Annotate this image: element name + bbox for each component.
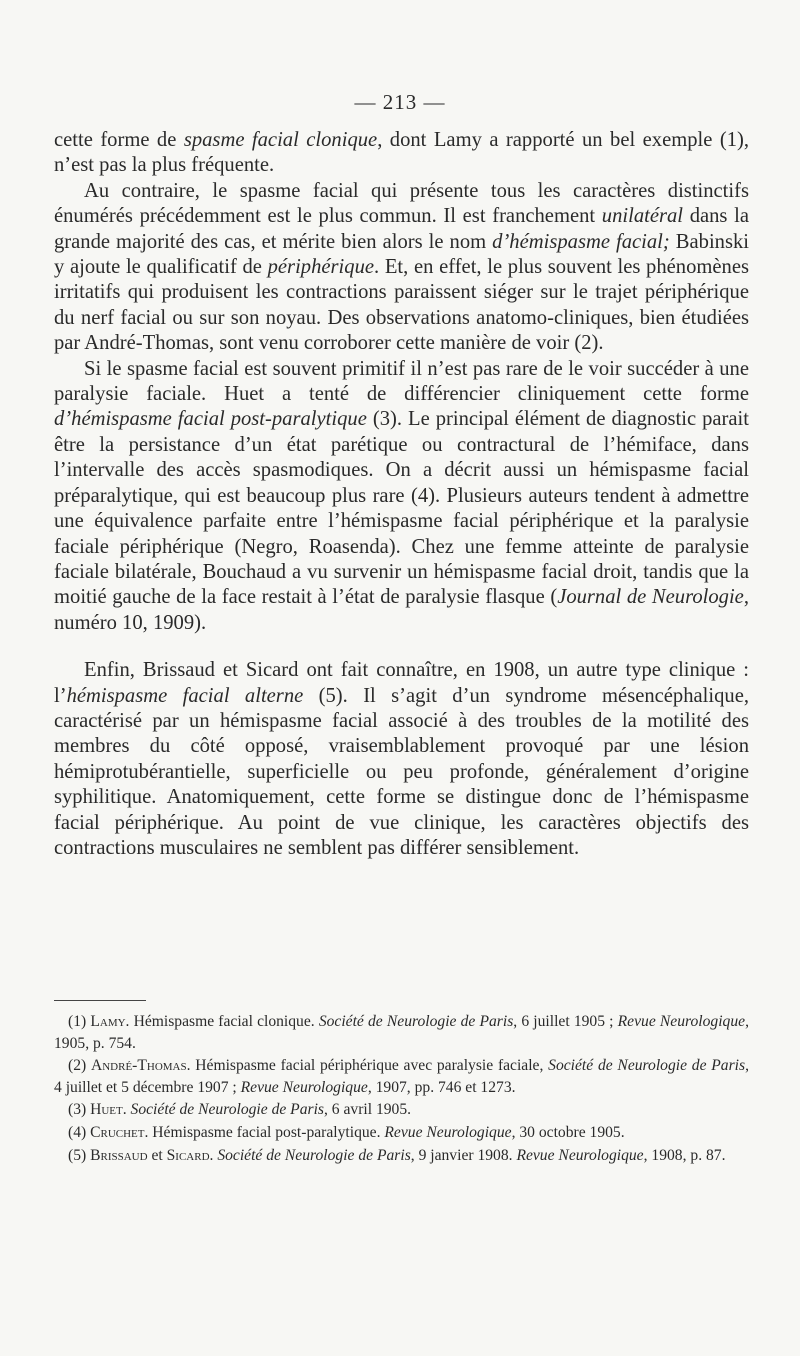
text-run: (2) xyxy=(68,1057,91,1075)
paragraph xyxy=(54,128,749,179)
text-run: (5) xyxy=(68,1146,91,1164)
text-run: et xyxy=(147,1146,167,1164)
italic-text: Société de Neurologie de Paris xyxy=(130,1101,324,1119)
italic-text: Revue Neurologique xyxy=(240,1078,368,1096)
italic-text: Journal de Neurologie xyxy=(557,586,744,609)
author-name: Lamy xyxy=(90,1013,126,1030)
text-run: Au contraire, le spasme facial qui présente tous les caractères distinctifs énumérés précédemment est le plus commun. Il est franchement xyxy=(54,179,749,228)
text-run: (3) xyxy=(68,1101,91,1119)
footnotes xyxy=(54,1011,749,1167)
page-number: — 213 — xyxy=(354,90,446,114)
text-run: Enfin, Brissaud et Sicard ont fait connaître, en 1908, un autre type clinique : l’ xyxy=(54,659,749,707)
italic-text: spasme facial clonique xyxy=(183,129,378,151)
text-run: . Hémispasme facial clonique. xyxy=(125,1013,319,1030)
text-run: (1) xyxy=(68,1013,91,1030)
author-name: Cruchet xyxy=(90,1123,145,1141)
italic-text: Revue Neurologique xyxy=(384,1123,512,1141)
text-run: , 4 juillet et 5 décembre 1907 ; xyxy=(54,1057,749,1096)
footnote xyxy=(54,1011,749,1054)
author-name: Brissaud xyxy=(90,1146,148,1164)
text-run: , 1907, pp. 746 et 1273. xyxy=(367,1078,516,1096)
text-run: . Hémispasme facial périphérique avec paralysie faciale, xyxy=(186,1057,549,1075)
italic-text: Société de Neurologie de Paris xyxy=(217,1146,411,1164)
text-run: (5). Il s’agit d’un syndrome mésencéphalique, caractérisé par un hémispasme facial associé à des troubles de la motilité des membres du côté opposé, vraisemblablement provoqué par une lésion hémiprotubérantielle, superficielle ou peu profonde, généralement d’origine syphilitique. Anatomiquement, cette forme se distingue donc de l’hémispasme facial périphérique. Au point de vue clinique, les caractères objectifs des contractions musculaires ne semblent pas différer sensiblement. xyxy=(54,684,749,859)
italic-text: Revue Neurologique xyxy=(516,1146,644,1164)
paragraph xyxy=(54,179,749,357)
italic-text: d’hémispasme facial; xyxy=(492,230,670,253)
text-run: . xyxy=(122,1101,131,1119)
italic-text: Société de Neurologie de Paris xyxy=(548,1057,746,1075)
italic-text: d’hémispasme facial post-paralytique xyxy=(54,408,367,431)
text-run: , 1908, p. 87. xyxy=(643,1146,726,1164)
text-run: (4) xyxy=(68,1123,91,1141)
author-name: Huet xyxy=(90,1101,123,1119)
text-run: dans la grande majorité des cas, et mérite bien alors le nom xyxy=(54,205,749,253)
text-run: . xyxy=(209,1146,218,1164)
text-run: Si le spasme facial est souvent primitif il n’est pas rare de le voir succéder à une paralysie faciale. Huet a tenté de différencier cliniquement cette forme xyxy=(54,357,749,406)
text-run: , 1905, p. 754. xyxy=(54,1013,749,1052)
text-run: . Et, en effet, le plus souvent les phénomènes irritatifs qui produisent les contractions paraissent siéger sur le trajet périphérique du nerf facial ou sur son noyau. Des observations anatomo-cliniques, bien étudiées par André-Thomas, sont venu corroborer cette manière de voir (2). xyxy=(54,256,749,355)
paragraph xyxy=(54,658,749,861)
footnote xyxy=(54,1145,749,1167)
footnote xyxy=(54,1055,749,1098)
text-run: . Hémispasme facial post-paralytique. xyxy=(144,1123,385,1141)
text-run: Babinski y ajoute le qualificatif de xyxy=(54,230,750,279)
body-text xyxy=(54,128,749,861)
text-run: , 6 juillet 1905 ; xyxy=(513,1013,618,1030)
italic-text: Société de Neurologie de Paris xyxy=(318,1013,514,1030)
footnote xyxy=(54,1099,749,1121)
text-run: , 9 janvier 1908. xyxy=(410,1146,517,1164)
text-run: , 30 octobre 1905. xyxy=(511,1123,625,1141)
text-run: , numéro 10, 1909). xyxy=(54,586,749,634)
footnote-rule xyxy=(54,1000,146,1001)
italic-text: Revue Neurologique xyxy=(617,1013,746,1030)
text-run: (3). Le principal élément de diagnostic parait être la persistance d’un état parétique ou contractural de l’hémiface, dans l’intervalle des accès spasmodiques. On a décrit aussi un hémispasme facial préparalytique, qui est beaucoup plus rare (4). Plusieurs auteurs tendent à admettre une équivalence parfaite entre l’hémispasme facial périphérique et la paralysie faciale périphérique (Negro, Roasenda). Chez une femme atteinte de paralysie faciale bilatérale, Bouchaud a vu survenir un hémispasme facial droit, tandis que la moitié gauche de la face restait à l’état de paralysie flasque ( xyxy=(54,408,749,609)
text-run: , 6 avril 1905. xyxy=(323,1101,412,1119)
italic-text: unilatéral xyxy=(601,205,684,228)
paragraph xyxy=(54,357,749,636)
italic-text: périphérique xyxy=(267,256,375,279)
author-name: Sicard xyxy=(166,1146,210,1164)
footnote xyxy=(54,1122,749,1144)
italic-text: hémispasme facial alterne xyxy=(66,684,304,707)
author-name: André-Thomas xyxy=(90,1057,187,1075)
text-run: cette forme de xyxy=(54,129,184,151)
text-run: , dont Lamy a rapporté un bel exemple (1), n’est pas la plus fréquente. xyxy=(54,129,750,177)
